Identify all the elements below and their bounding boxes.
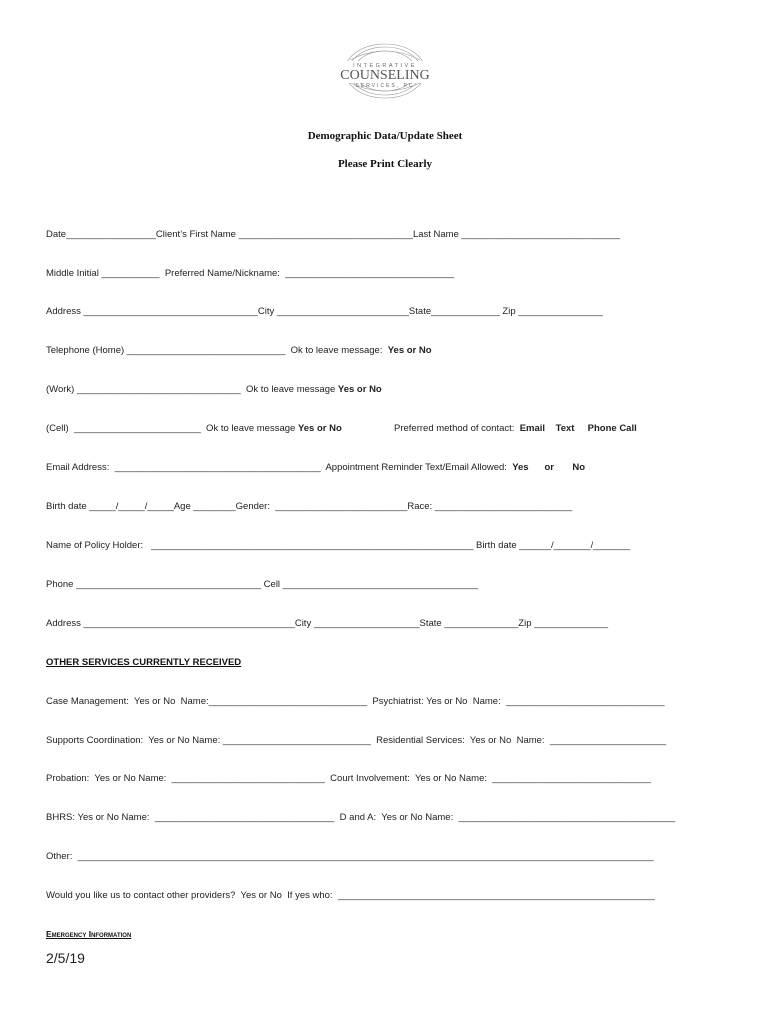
reminder-yes-option[interactable]: Yes — [512, 462, 529, 473]
contact-providers-line[interactable]: Would you like us to contact other providers? Yes or No If yes who: ____________________________________________________________ — [46, 890, 655, 901]
form-subtitle: Please Print Clearly — [337, 158, 433, 170]
footer-date: 2/5/19 — [46, 950, 85, 966]
contact-phone-call-option[interactable]: Phone Call — [587, 423, 637, 434]
probation-line[interactable]: Probation: Yes or No Name: _____________________________ Court Involvement: Yes or No Name: ______________________________ — [46, 773, 651, 784]
policy-address-line[interactable]: Address ________________________________________City ____________________State ______________Zip ______________ — [46, 618, 609, 629]
address-line[interactable]: Address _________________________________City _________________________State_____________ Zip ________________ — [46, 306, 603, 317]
other-services-heading: OTHER SERVICES CURRENTLY RECEIVED — [46, 657, 242, 668]
home-phone-text: Telephone (Home) ______________________________ Ok to leave message: — [46, 345, 388, 356]
other-line[interactable]: Other: _____________________________________________________________________________________________________________ — [46, 851, 654, 862]
case-management-line[interactable]: Case Management: Yes or No Name:______________________________ Psychiatrist: Yes or No Name: ______________________________ — [46, 696, 665, 707]
supports-coordination-line[interactable]: Supports Coordination: Yes or No Name: ____________________________ Residential Services: Yes or No Name: ______________________ — [46, 735, 667, 746]
cell-message-option[interactable]: Yes or No — [297, 423, 342, 434]
cell-phone-text: (Cell) ________________________ Ok to leave message — [46, 423, 298, 434]
preferred-contact-line[interactable] — [394, 423, 637, 435]
reminder-no-option[interactable]: No — [572, 462, 586, 473]
home-phone-line[interactable] — [46, 345, 432, 357]
company-logo — [320, 40, 450, 102]
contact-email-option[interactable]: Email — [519, 423, 546, 434]
emergency-information-heading: Emergency Information — [46, 929, 132, 939]
home-message-option[interactable]: Yes or No — [387, 345, 432, 356]
reminder-or: or — [544, 462, 554, 473]
form-title: Demographic Data/Update Sheet — [307, 130, 463, 142]
logo-line1: INTEGRATIVE — [353, 63, 417, 69]
preferred-contact-label: Preferred method of contact: — [394, 423, 520, 434]
cell-phone-line[interactable] — [46, 423, 342, 435]
logo-graphic — [320, 40, 450, 102]
birth-date-line[interactable]: Birth date _____/_____/_____Age ________Gender: _________________________Race: __________________________ — [46, 501, 573, 512]
logo-line3: SERVICES, PC — [355, 83, 415, 89]
email-address-line[interactable] — [46, 462, 585, 474]
email-address-text: Email Address: _______________________________________ Appointment Reminder Text/Email Allowed: — [46, 462, 513, 473]
contact-text-option[interactable]: Text — [555, 423, 575, 434]
middle-initial-line[interactable]: Middle Initial ___________ Preferred Name/Nickname: ________________________________ — [46, 268, 455, 279]
logo-line2: COUNSELING — [340, 68, 430, 83]
policy-holder-line[interactable]: Name of Policy Holder: _____________________________________________________________ Birth date ______/_______/_______ — [46, 540, 631, 551]
client-name-line[interactable]: Date_________________Client’s First Name _________________________________Last Name ______________________________ — [46, 229, 621, 240]
work-phone-text: (Work) _______________________________ Ok to leave message — [46, 384, 338, 395]
work-message-option[interactable]: Yes or No — [337, 384, 382, 395]
work-phone-line[interactable] — [46, 384, 382, 396]
bhrs-line[interactable]: BHRS: Yes or No Name: __________________________________ D and A: Yes or No Name: _________________________________________ — [46, 812, 676, 823]
phone-cell-line[interactable]: Phone ___________________________________ Cell _____________________________________ — [46, 579, 479, 590]
